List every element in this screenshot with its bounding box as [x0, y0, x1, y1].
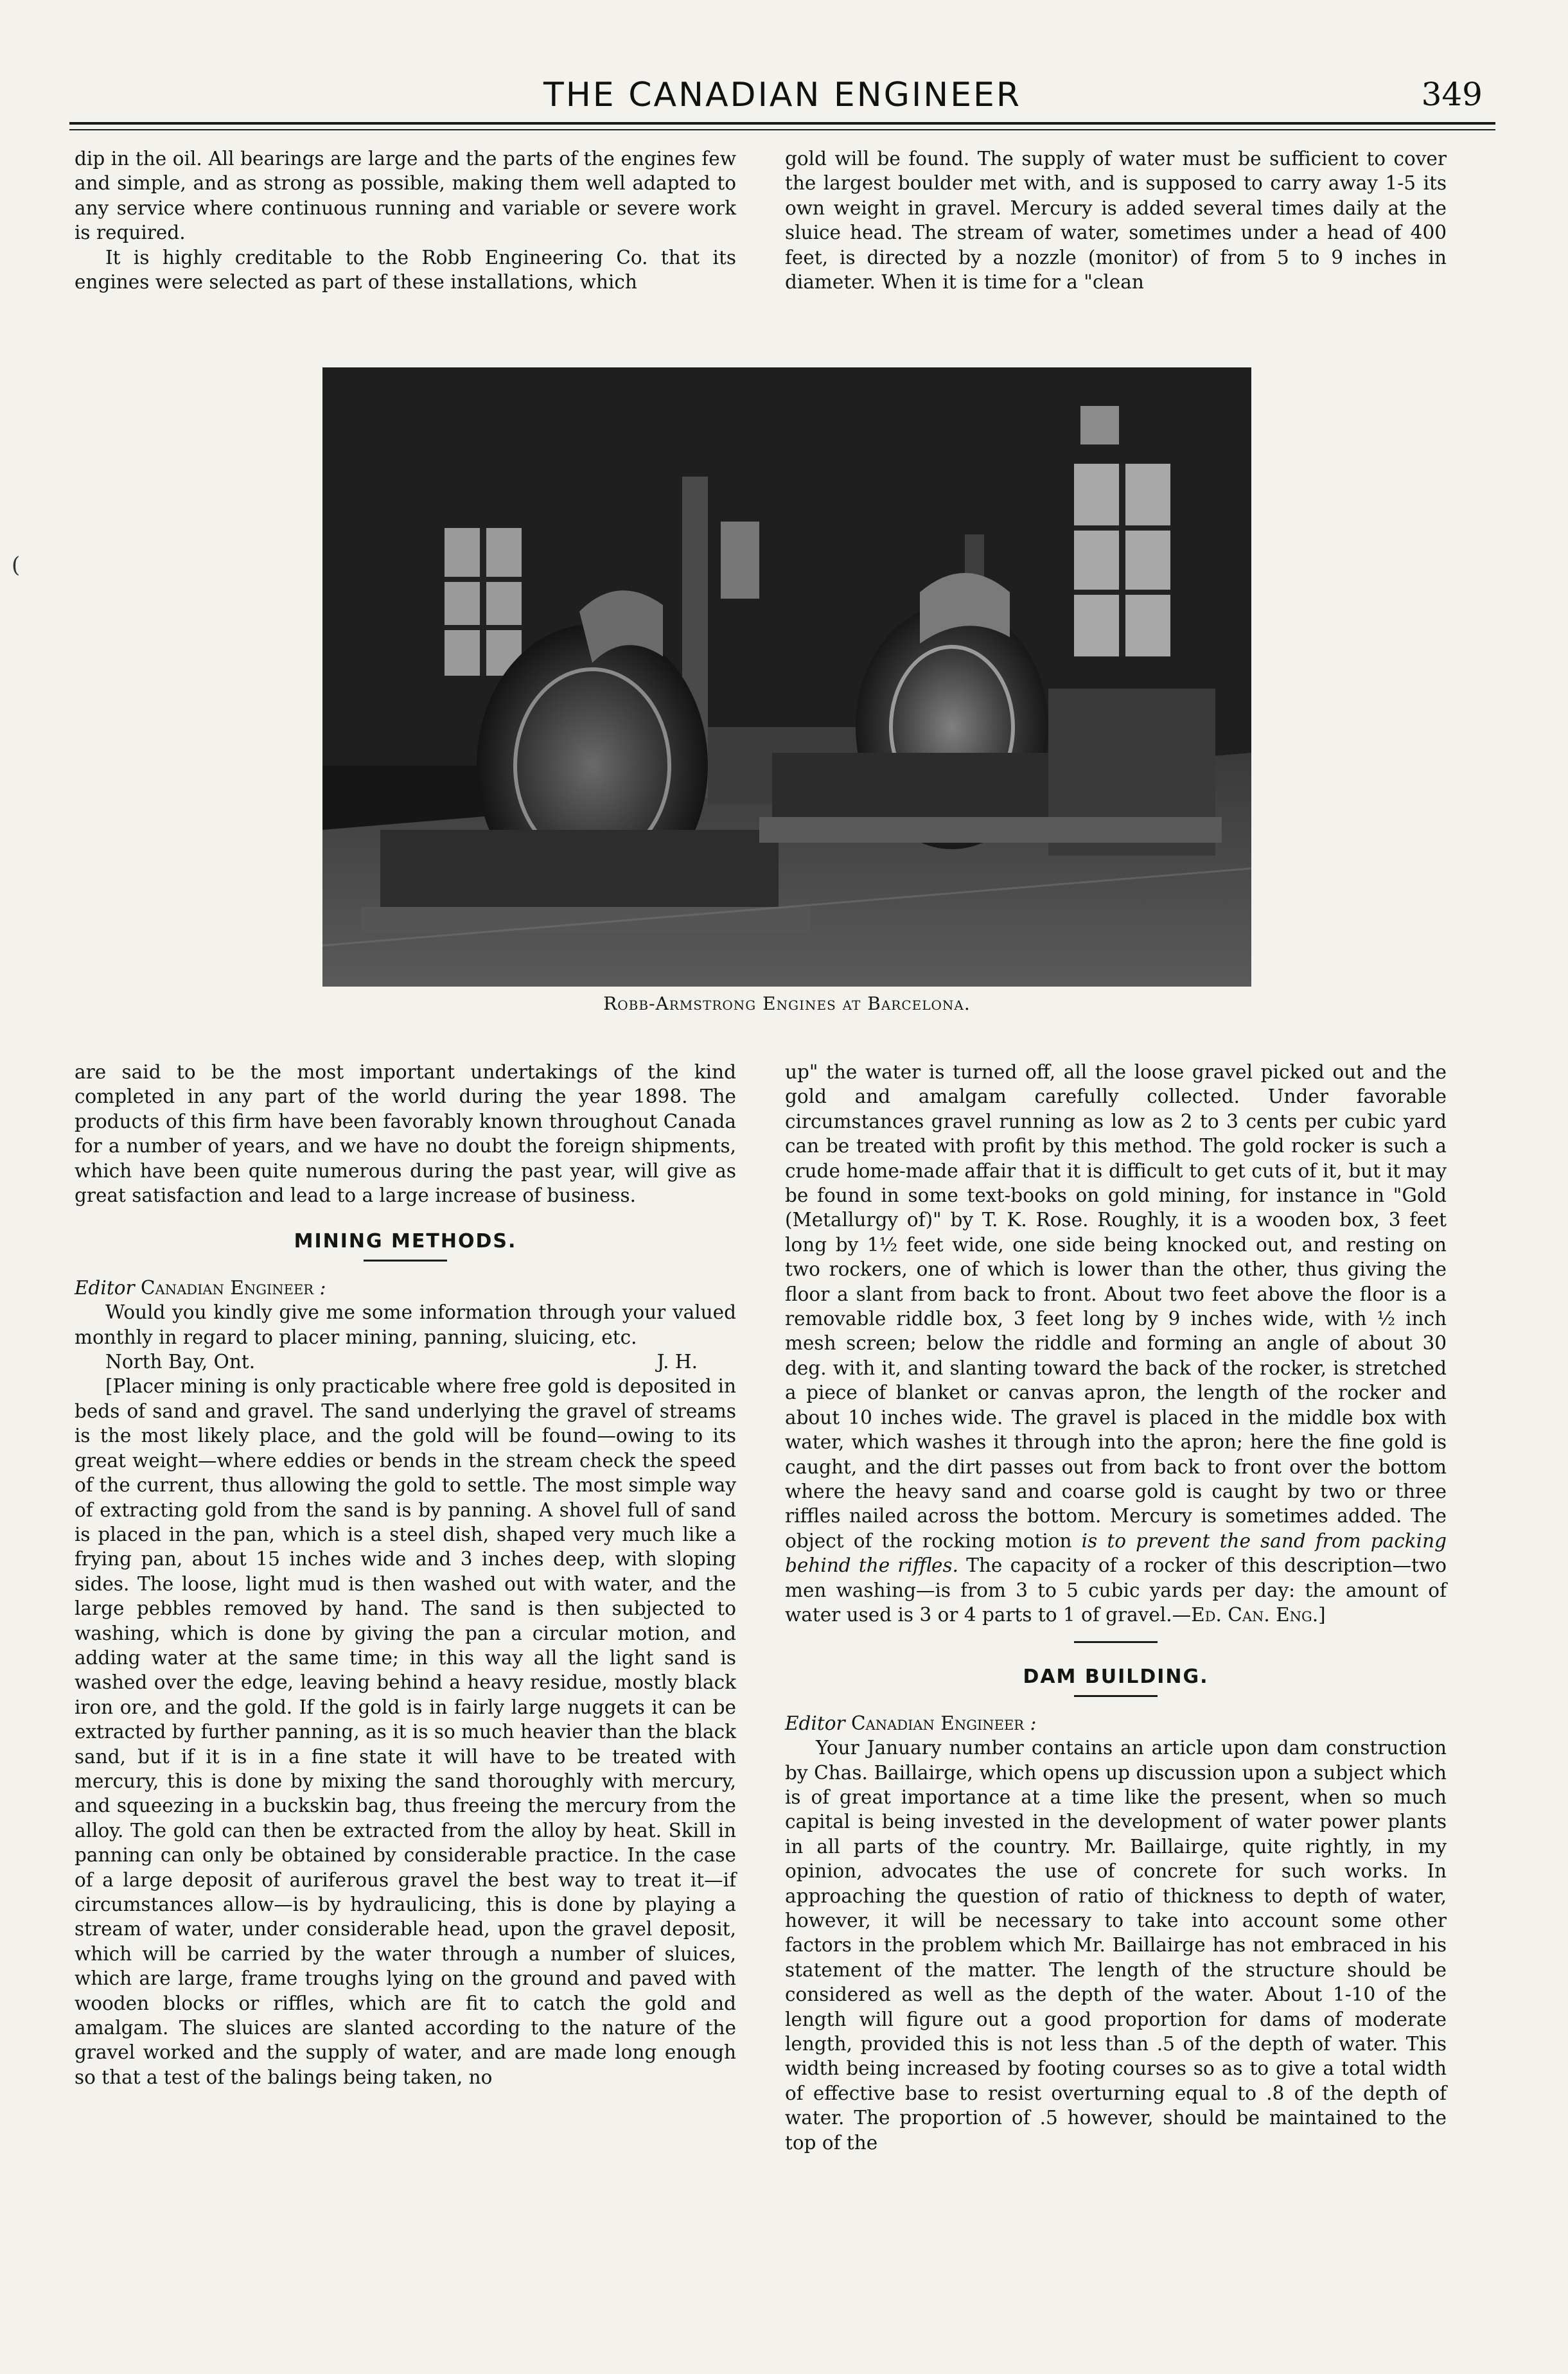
paragraph: dip in the oil. All bearings are large and the parts of the engines few and simple, and as strong as possible, making them well adapted to any service where continuous running and variable or severe work is required.: [75, 148, 736, 244]
reply-continued: up" the water is turned off, all the loose gravel picked out and the gold and amalgam carefully collected. Under favorable circumstances gravel running as low as 2 to 3 cents per cubic yard can be treated with profit by this method. The gold rocker is such a crude home-made affair that it is difficult to get cuts of it, but it may be found in some text-books on gold mining, for instance in "Gold (Metallurgy of)" by T. K. Rose. Roughly, it is a wooden box, 3 feet long by 1½ feet wide, one side being knocked out, and resting on two rockers, one of which is lower than the other, thus giving the floor a slant from back to front. About two feet above the floor is a removable riddle box, 3 feet long by 9 inches wide, with ½ inch mesh screen; below the riddle and forming an angle of about 30 deg. with it, and slanting toward the back of the rocker, is stretched a piece of blanket or canvas apron, the length of the rocker and about 10 inches wide. The gravel is placed in the middle box with water, which washes it through into the apron; here the fine gold is caught, and the dirt passes out from back to front over the bottom where the heavy sand and coarse gold is caught by two or three riffles nailed across the bottom. Mercury is sometimes added. The object of the rocking motion: [785, 1061, 1447, 1552]
editor-salutation: [785, 1711, 1447, 1736]
column-bottom-right: [785, 1060, 1447, 2155]
editor-prefix: Editor: [75, 1276, 135, 1299]
editor-suffix: :: [1030, 1712, 1037, 1734]
letter-initials: J. H.: [656, 1351, 698, 1373]
letter-place: North Bay, Ont.: [105, 1351, 256, 1373]
end-rule: [1074, 1641, 1158, 1643]
photo-caption: Robb-Armstrong Engines at Barcelona.: [603, 993, 971, 1014]
paragraph: Your January number contains an article upon dam construction by Chas. Baillairge, which opens up discussion upon a subject which is of great importance at a time like the present, when so much capital is being invested in the development of water power plants in all parts of the country. Mr. Baillairge, quite rightly, in my opinion, advocates the use of concrete for such works. In approaching the question of ratio of thickness to depth of water, however, it will be necessary to take into account some other factors in the problem which Mr. Baillairge has not embraced in his statement of the matter. The length of the structure should be considered as well as the depth of the water. About 1-10 of the length will figure out a good proportion for dams of moderate length, provided this is not less than .5 of the depth of water. This width being increased by footing courses so as to give a total width of effective base to resist overturning equal to .8 of the depth of water. The proportion of .5 however, should be maintained to the top of the: [785, 1737, 1447, 2154]
margin-mark: (: [12, 552, 21, 578]
letter-text: Would you kindly give me some information through your valued monthly in regard to placer mining, panning, sluicing, etc.: [75, 1301, 736, 1348]
paragraph: gold will be found. The supply of water must be sufficient to cover the largest boulder met with, and is supposed to carry away 1-5 its own weight in gravel. Mercury is added several times daily at the sluice head. The stream of water, sometimes under a head of 400 feet, is directed by a nozzle (monitor) of from 5 to 9 inches in diameter. When it is time for a "clean: [785, 148, 1447, 294]
section-heading-mining-methods: MINING METHODS.: [294, 1230, 517, 1253]
column-top-left: [75, 146, 736, 294]
masthead: [69, 72, 1495, 123]
editor-reply: [Placer mining is only practicable where free gold is deposited in beds of sand and gravel. The sand underlying the gravel of streams is the most likely place, and the gold will be found—owing to its great weight—where eddies or bends in the stream check the speed of the current, thus allowing the gold to settle. The most simple way of extracting gold from the sand is by panning. A shovel full of sand is placed in the pan, which is a steel dish, shaped very much like a frying pan, about 15 inches wide and 3 inches deep, with sloping sides. The loose, light mud is then washed out with water, and the large pebbles removed by hand. The sand is then subjected to washing, which is done by giving the pan a circular motion, and adding water at the same time; in this way all the light sand is washed over the edge, leaving behind a heavy residue, mostly black iron ore, and the gold. If the gold is in fairly large nuggets it can be extracted by further panning, as it is so much heavier than the black sand, but if it is in a fine state it will have to be treated with mercury, this is done by mixing the sand thoroughly with mercury, and squeezing in a buckskin bag, thus freeing the mercury from the alloy. The gold can then be extracted from the alloy by heat. Skill in panning can only be obtained by considerable practice. In the case of a large deposit of auriferous gravel the best way to treat it—if circumstances allow—is by hydraulicing, this is done by playing a stream of water, under considerable head, upon the gravel deposit, which will be carried by the water through a number of sluices, which are large, frame troughs lying on the ground and paved with wooden blocks or riffles, which are fit to catch the gold and amalgam. The sluices are slanted according to the nature of the gravel worked and the supply of water, and are made long enough so that a test of the balings being taken, no: [75, 1375, 736, 2088]
section-heading-dam-building: DAM BUILDING.: [1023, 1666, 1209, 1689]
section-rule: [1074, 1695, 1158, 1697]
engine-photo-illustration: [322, 367, 1251, 987]
paragraph: are said to be the most important undertakings of the kind completed in any part of the world during the year 1898. The products of this firm have been favorably known throughout Canada for a number of years, and we have no doubt the foreign shipments, which have been quite numerous during the past year, will give as great satisfaction and lead to a large increase of business.: [75, 1061, 736, 1207]
paragraph: [785, 1060, 1447, 1627]
editor-suffix: :: [319, 1276, 326, 1299]
editor-salutation: [75, 1276, 736, 1300]
column-top-right: [785, 146, 1447, 294]
window-center: [721, 522, 759, 599]
column-bottom-left: [75, 1060, 736, 2089]
reply-italic: is to prevent the sand from packing behind the riffles.: [785, 1529, 1447, 1577]
journal-title: THE CANADIAN ENGINEER: [543, 76, 1022, 114]
publication-name: Canadian Engineer: [850, 1712, 1025, 1734]
engine-room-photograph: [322, 367, 1251, 987]
section-rule: [364, 1260, 447, 1262]
editor-prefix: Editor: [785, 1712, 845, 1734]
letter-signature: [75, 1350, 736, 1374]
reply-end: The capacity of a rocker of this description—two men washing—is from 3 to 5 cubic yards per day: the amount of water used is 3 or 4 parts to 1 of gravel.—: [785, 1554, 1447, 1626]
paragraph: It is highly creditable to the Robb Engineering Co. that its engines were selected as part of these installations, which: [75, 246, 736, 294]
editor-signature: Ed. Can. Eng.]: [1191, 1603, 1326, 1626]
header-rule: [69, 122, 1495, 125]
publication-name: Canadian Engineer: [140, 1276, 314, 1299]
header-rule-thin: [69, 129, 1495, 130]
window-left: [445, 528, 522, 676]
page-number: 349: [1421, 76, 1483, 113]
